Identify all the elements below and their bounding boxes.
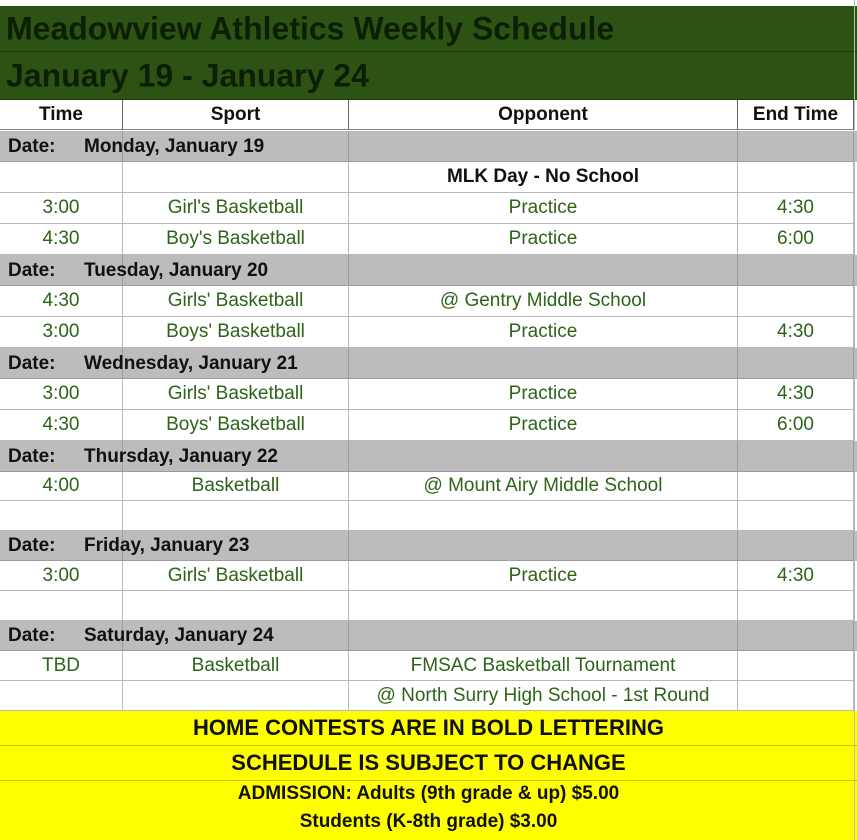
date-cell-4 — [738, 255, 854, 286]
schedule-row — [0, 193, 857, 224]
end-time-cell — [738, 681, 854, 711]
date-range-row — [0, 52, 857, 100]
schedule-row — [0, 591, 857, 621]
opponent-cell — [349, 591, 738, 621]
date-value: Friday, January 23 — [84, 535, 250, 556]
admission-note — [0, 781, 857, 840]
opponent-cell: Practice — [349, 410, 738, 441]
subject-to-change-text: SCHEDULE IS SUBJECT TO CHANGE — [231, 750, 626, 775]
time-cell: 3:00 — [0, 317, 123, 348]
time-cell: TBD — [0, 651, 123, 681]
date-row — [0, 441, 857, 472]
date-prefix: Date: — [8, 259, 56, 281]
end-time-cell — [738, 472, 854, 501]
date-label — [8, 441, 278, 472]
date-prefix: Date: — [8, 445, 56, 467]
opponent-cell: FMSAC Basketball Tournament — [349, 651, 738, 681]
schedule-row — [0, 317, 857, 348]
time-cell — [0, 681, 123, 711]
time-cell: 3:00 — [0, 379, 123, 410]
schedule-row — [0, 501, 857, 531]
title-row — [0, 6, 857, 52]
date-cell-3 — [349, 131, 738, 162]
date-row — [0, 255, 857, 286]
time-cell — [0, 162, 123, 193]
time-cell: 4:30 — [0, 224, 123, 255]
end-time-cell: 4:30 — [738, 193, 854, 224]
header-time: Time — [0, 100, 123, 130]
opponent-cell: @ North Surry High School - 1st Round — [349, 681, 738, 711]
home-contests-text: HOME CONTESTS ARE IN BOLD LETTERING — [193, 715, 664, 740]
date-label — [8, 531, 249, 561]
schedule-row — [0, 681, 857, 711]
time-cell — [0, 591, 123, 621]
date-range-title: January 19 - January 24 — [6, 57, 369, 93]
time-cell: 3:00 — [0, 193, 123, 224]
opponent-cell: @ Mount Airy Middle School — [349, 472, 738, 501]
opponent-cell: Practice — [349, 379, 738, 410]
end-time-cell: 4:30 — [738, 379, 854, 410]
header-opponent: Opponent — [349, 100, 738, 130]
date-label — [8, 621, 274, 651]
date-row — [0, 348, 857, 379]
date-row — [0, 131, 857, 162]
time-cell: 4:30 — [0, 410, 123, 441]
date-row — [0, 531, 857, 561]
date-prefix: Date: — [8, 535, 56, 556]
schedule-row — [0, 286, 857, 317]
sport-cell: Girls' Basketball — [123, 379, 349, 410]
date-label — [8, 255, 268, 286]
date-cell-3 — [349, 621, 738, 651]
date-value: Saturday, January 24 — [84, 625, 274, 646]
opponent-cell — [349, 501, 738, 531]
date-value: Thursday, January 22 — [84, 445, 278, 467]
schedule-row — [0, 651, 857, 681]
date-cell-4 — [738, 441, 854, 472]
date-cell-4 — [738, 348, 854, 379]
time-cell: 4:00 — [0, 472, 123, 501]
sport-cell: Boys' Basketball — [123, 317, 349, 348]
admission-students-text: Students (K-8th grade) $3.00 — [299, 811, 558, 832]
end-time-cell — [738, 651, 854, 681]
sport-cell — [123, 681, 349, 711]
end-time-cell: 4:30 — [738, 561, 854, 591]
end-time-cell — [738, 286, 854, 317]
opponent-cell: @ Gentry Middle School — [349, 286, 738, 317]
time-cell: 4:30 — [0, 286, 123, 317]
end-time-cell: 6:00 — [738, 224, 854, 255]
sport-cell: Boys' Basketball — [123, 410, 349, 441]
time-cell: 3:00 — [0, 561, 123, 591]
date-value: Tuesday, January 20 — [84, 259, 269, 281]
opponent-cell: MLK Day - No School — [349, 162, 738, 193]
schedule-title: Meadowview Athletics Weekly Schedule — [6, 10, 615, 46]
home-contests-note — [0, 711, 857, 746]
column-header-row — [0, 100, 857, 130]
date-cell-3 — [349, 441, 738, 472]
date-cell-3 — [349, 531, 738, 561]
opponent-cell: Practice — [349, 317, 738, 348]
end-time-cell — [738, 162, 854, 193]
sport-cell — [123, 162, 349, 193]
date-label — [8, 348, 298, 379]
opponent-cell: Practice — [349, 224, 738, 255]
header-end-time: End Time — [738, 100, 854, 130]
admission-adults-text: ADMISSION: Adults (9th grade & up) $5.00 — [237, 783, 620, 804]
date-row — [0, 621, 857, 651]
sport-cell: Girl's Basketball — [123, 193, 349, 224]
end-time-cell — [738, 591, 854, 621]
date-cell-3 — [349, 255, 738, 286]
sport-cell: Girls' Basketball — [123, 561, 349, 591]
end-time-cell: 4:30 — [738, 317, 854, 348]
date-prefix: Date: — [8, 135, 56, 157]
date-value: Monday, January 19 — [84, 135, 265, 157]
opponent-cell: Practice — [349, 193, 738, 224]
date-cell-4 — [738, 131, 854, 162]
end-time-cell — [738, 501, 854, 531]
subject-to-change-note — [0, 746, 857, 781]
sport-cell — [123, 591, 349, 621]
sport-cell: Basketball — [123, 651, 349, 681]
grid-edge — [854, 0, 855, 840]
date-cell-4 — [738, 531, 854, 561]
sport-cell: Boy's Basketball — [123, 224, 349, 255]
schedule-row — [0, 224, 857, 255]
schedule-row — [0, 162, 857, 193]
time-cell — [0, 501, 123, 531]
date-label — [8, 131, 264, 162]
end-time-cell: 6:00 — [738, 410, 854, 441]
schedule-row — [0, 410, 857, 441]
date-value: Wednesday, January 21 — [84, 352, 298, 374]
schedule-row — [0, 561, 857, 591]
date-prefix: Date: — [8, 625, 56, 646]
header-sport: Sport — [123, 100, 349, 130]
schedule-row — [0, 472, 857, 501]
sport-cell — [123, 501, 349, 531]
date-prefix: Date: — [8, 352, 56, 374]
schedule-row — [0, 379, 857, 410]
opponent-cell: Practice — [349, 561, 738, 591]
date-cell-3 — [349, 348, 738, 379]
sport-cell: Girls' Basketball — [123, 286, 349, 317]
sport-cell: Basketball — [123, 472, 349, 501]
date-cell-4 — [738, 621, 854, 651]
